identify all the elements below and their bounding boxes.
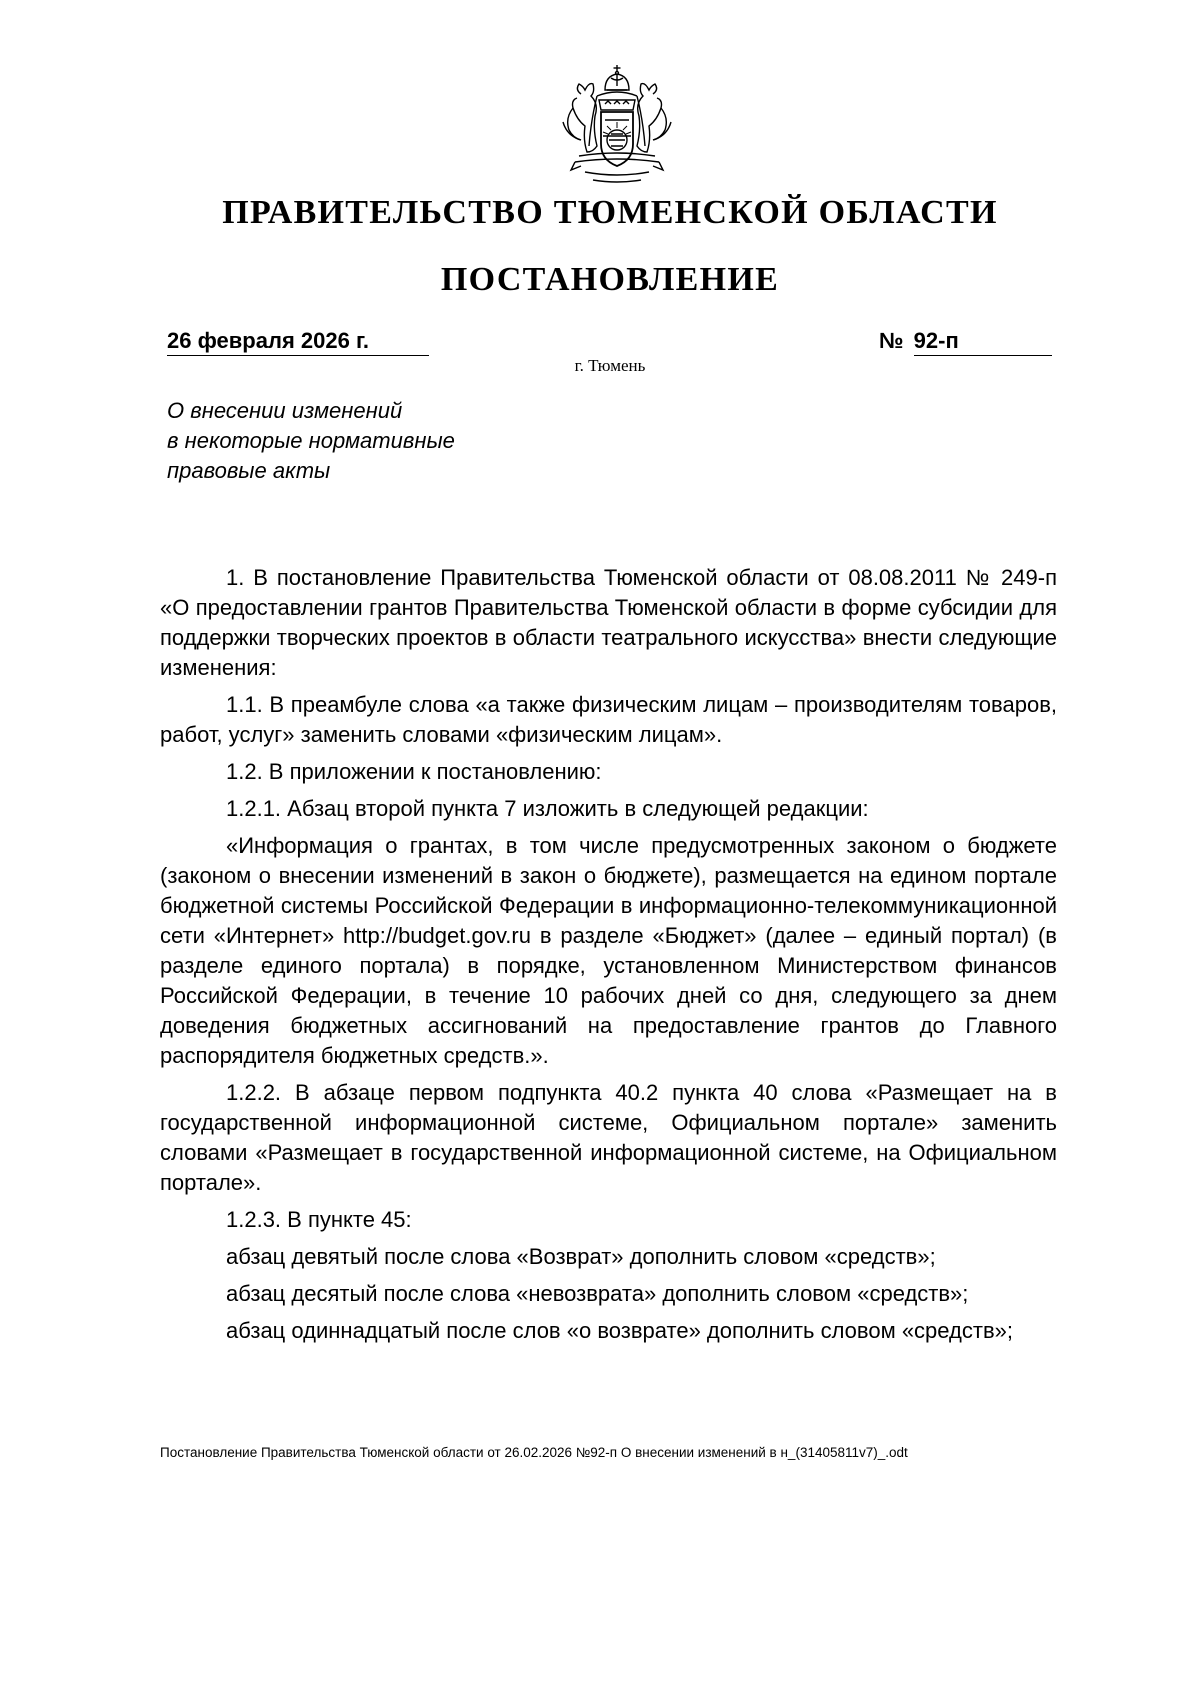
body-paragraph: 1.2. В приложении к постановлению: [226, 759, 602, 784]
body-paragraph: абзац одиннадцатый после слов «о возврате» дополнить словом «средств»; [226, 1318, 1013, 1343]
page-footer: Постановление Правительства Тюменской области от 26.02.2026 №92-п О внесении изменений в н_(31405811v7)_.odt [160, 1445, 908, 1460]
document-body [160, 563, 1057, 1353]
document-number-field [879, 328, 1052, 356]
body-paragraph: 1.2.1. Абзац второй пункта 7 изложить в следующей редакции: [226, 796, 869, 821]
subject-line: правовые акты [167, 458, 331, 483]
document-subject [167, 396, 455, 486]
subject-line: О внесении изменений [167, 398, 403, 423]
government-title: ПРАВИТЕЛЬСТВО ТЮМЕНСКОЙ ОБЛАСТИ [222, 194, 998, 231]
city-name: г. Тюмень [574, 356, 646, 375]
body-paragraph: 1.1. В преамбуле слова «а также физическим лицам – производителям товаров, работ, услуг» заменить словами «физическим лицам». [160, 692, 1057, 747]
document-date: 26 февраля 2026 г. [167, 328, 429, 356]
body-paragraph: 1.2.2. В абзаце первом подпункта 40.2 пункта 40 слова «Размещает на в государственной информационной системе, Официальном портале» заменить словами «Размещает в государственной информационной системе, на Официальном портале». [160, 1080, 1057, 1195]
body-paragraph: абзац десятый после слова «невозврата» дополнить словом «средств»; [226, 1281, 969, 1306]
number-sign: № [879, 328, 904, 353]
tyumen-coat-of-arms-icon [553, 60, 681, 198]
subject-line: в некоторые нормативные [167, 428, 455, 453]
body-paragraph: абзац девятый после слова «Возврат» дополнить словом «средств»; [226, 1244, 936, 1269]
document-type-heading: ПОСТАНОВЛЕНИЕ [440, 261, 780, 298]
document-number: 92-п [914, 328, 1052, 356]
body-paragraph: 1. В постановление Правительства Тюменской области от 08.08.2011 № 249-п «О предоставлении грантов Правительства Тюменской области в форме субсидии для поддержки творческих проектов в области театрального искусства» внести следующие изменения: [160, 565, 1057, 680]
body-paragraph: 1.2.3. В пункте 45: [226, 1207, 412, 1232]
body-paragraph: «Информация о грантах, в том числе предусмотренных законом о бюджете (законом о внесении изменений в закон о бюджете), размещается на едином портале бюджетной системы Российской Федерации в информационно-телекоммуникационной сети «Интернет» http://budget.gov.ru в разделе «Бюджет» (далее – единый портал) (в разделе единого портала) в порядке, установленном Министерством финансов Российской Федерации, в течение 10 рабочих дней со дня, следующего за днем доведения бюджетных ассигнований на предоставление грантов до Главного распорядителя бюджетных средств.». [160, 833, 1057, 1068]
